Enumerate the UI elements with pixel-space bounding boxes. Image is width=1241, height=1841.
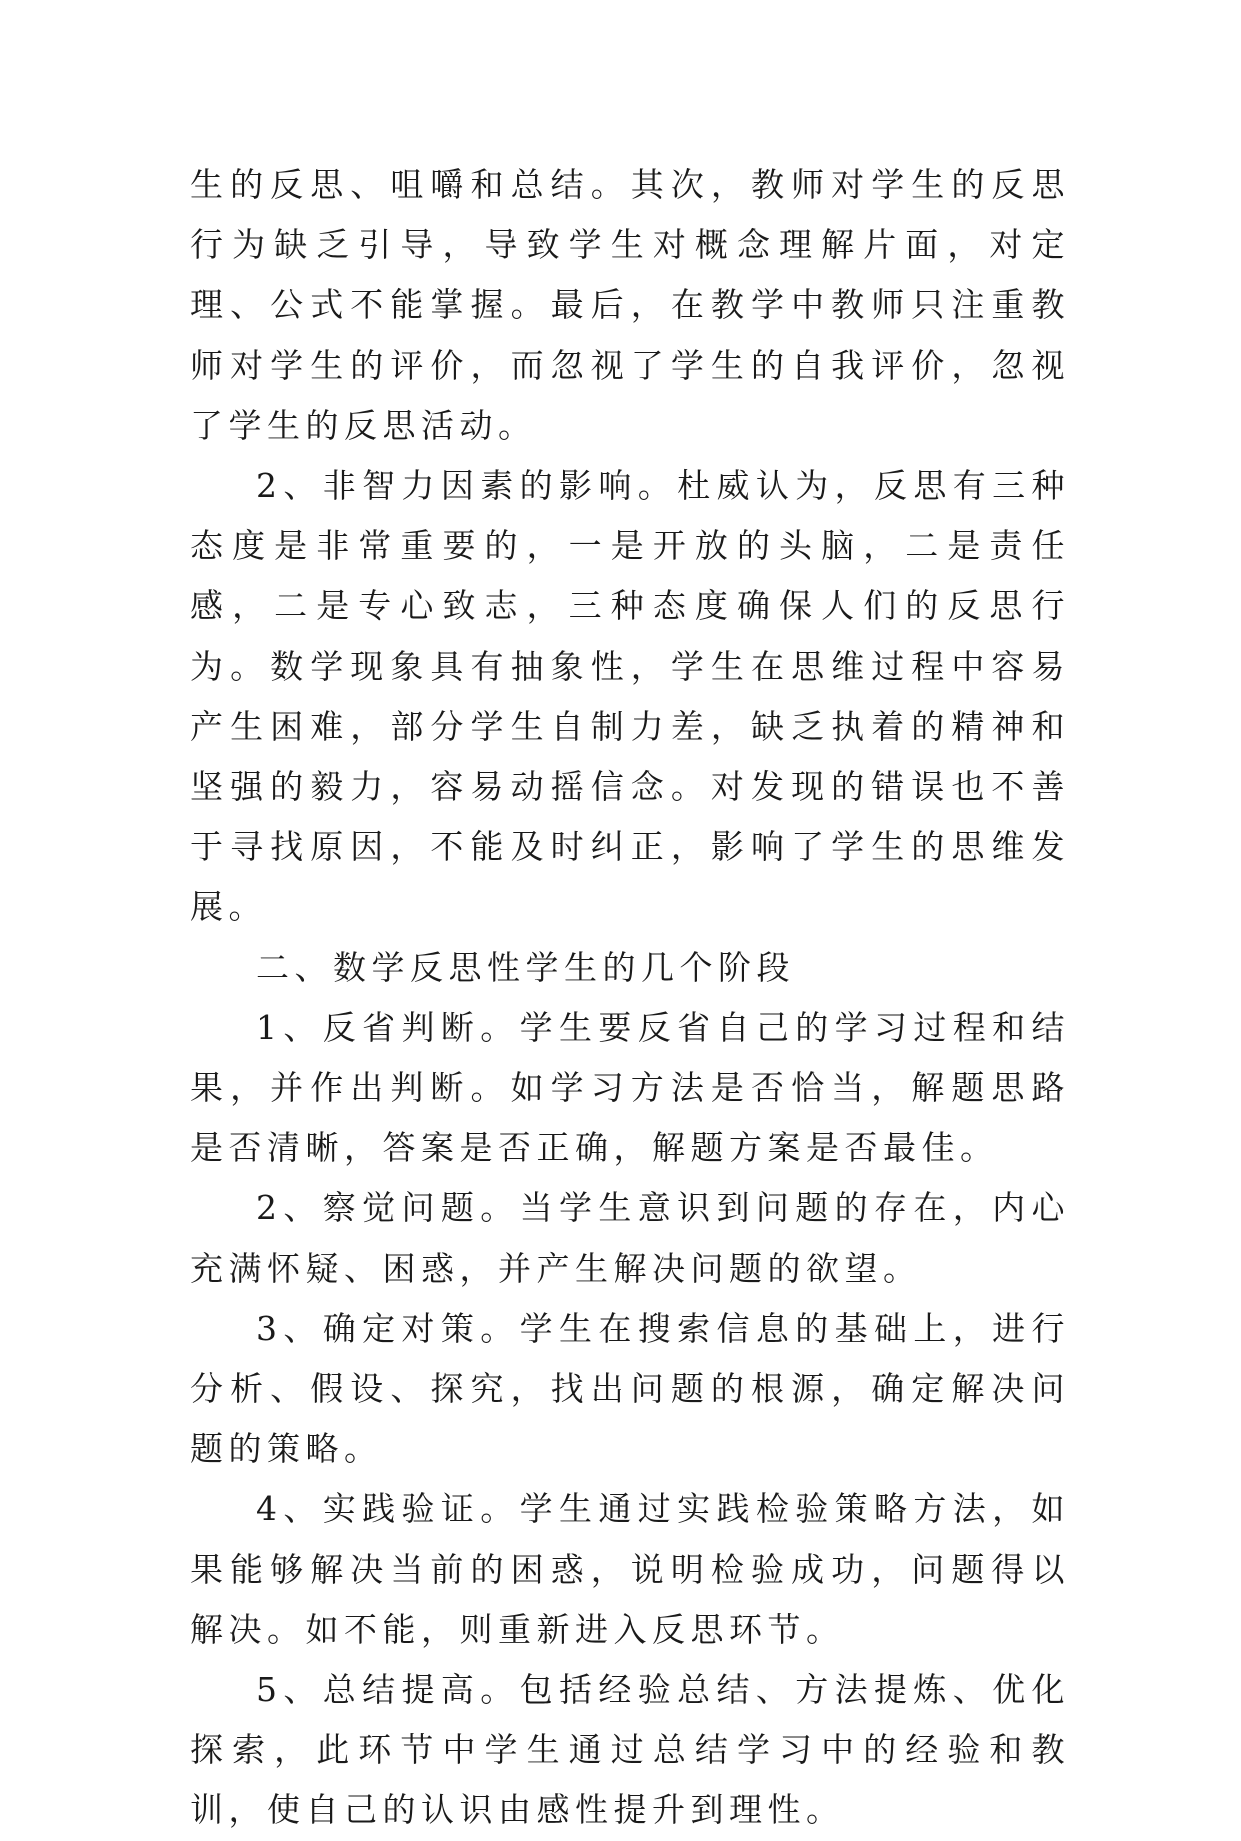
paragraph-non-intellectual-factors: 2、非智力因素的影响。杜威认为，反思有三种态度是非常重要的，一是开放的头脑，二是责任感，二是专心致志，三种态度确保人们的反思行为。数学现象具有抽象性，学生在思维过程中容易产生困难，部分学生自制力差，缺乏执着的精神和坚强的毅力，容易动摇信念。对发现的错误也不善于寻找原因，不能及时纠正，影响了学生的思维发展。	[190, 466, 1070, 927]
paragraph-stage-5: 5、总结提高。包括经验总结、方法提炼、优化探索，此环节中学生通过总结学习中的经验和教训，使自己的认识由感性提升到理性。	[190, 1670, 1070, 1830]
paragraph-stage-2: 2、察觉问题。当学生意识到问题的存在，内心充满怀疑、困惑，并产生解决问题的欲望。	[190, 1188, 1070, 1288]
paragraph-stage-1: 1、反省判断。学生要反省自己的学习过程和结果，并作出判断。如学习方法是否恰当，解题思路是否清晰，答案是否正确，解题方案是否最佳。	[190, 1007, 1070, 1168]
document-body	[190, 155, 1070, 1841]
paragraph-continuation: 生的反思、咀嚼和总结。其次，教师对学生的反思行为缺乏引导，导致学生对概念理解片面，对定理、公式不能掌握。最后，在教学中教师只注重教师对学生的评价，而忽视了学生的自我评价，忽视了学生的反思活动。	[190, 165, 1070, 445]
paragraph-stage-4: 4、实践验证。学生通过实践检验策略方法，如果能够解决当前的困惑，说明检验成功，问题得以解决。如不能，则重新进入反思环节。	[190, 1489, 1070, 1649]
paragraph-stage-3: 3、确定对策。学生在搜索信息的基础上，进行分析、假设、探究，找出问题的根源，确定解决问题的策略。	[190, 1308, 1070, 1469]
section-heading-stages: 二、数学反思性学生的几个阶段	[256, 947, 795, 987]
